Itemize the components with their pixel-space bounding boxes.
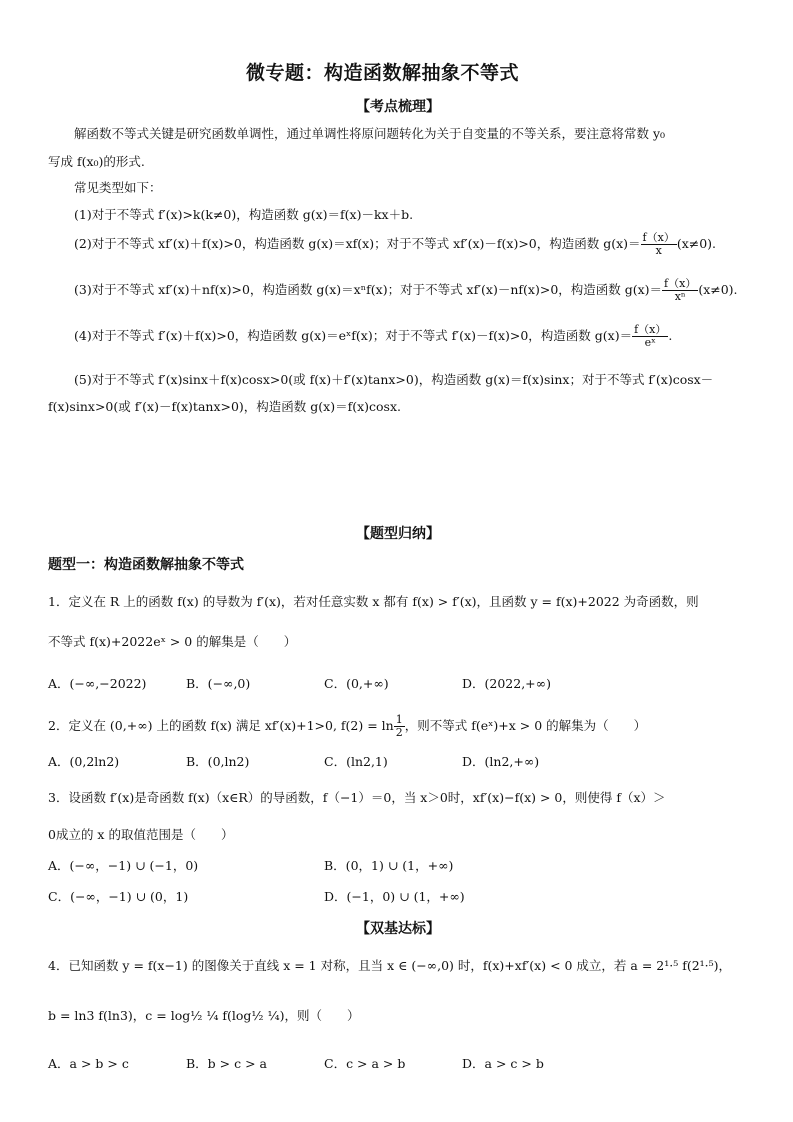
type-4	[74, 324, 672, 349]
type-2-den: x	[655, 244, 662, 257]
question-3-line-2: 0成立的 x 的取值范围是（ ）	[48, 827, 234, 842]
question-2-num: 1	[395, 713, 403, 726]
common-types: 常见类型如下：	[74, 180, 162, 195]
question-4-option-b: B．b > c > a	[186, 1056, 267, 1071]
type-3	[74, 278, 738, 303]
question-4-option-d: D．a > c > b	[462, 1056, 544, 1071]
type-3-text: (3)对于不等式 xf′(x)＋nf(x)>0，构造函数 g(x)＝xⁿf(x)；对于不等式 xf′(x)－nf(x)>0，构造函数 g(x)＝	[74, 282, 663, 297]
type-2-text: (2)对于不等式 xf′(x)＋f(x)>0，构造函数 g(x)＝xf(x)；对于不等式 xf′(x)－f(x)>0，构造函数 g(x)＝	[74, 236, 641, 251]
question-3-option-c: C．(−∞，−1) ∪ (0，1)	[48, 889, 189, 904]
type-3-num: f（x）	[664, 277, 697, 290]
type-2-tail: (x≠0).	[676, 236, 717, 251]
type-4-text: (4)对于不等式 f′(x)＋f(x)>0，构造函数 g(x)＝eˣf(x)；对于不等式 f′(x)－f(x)>0，构造函数 g(x)＝	[74, 328, 633, 343]
type-one-heading: 题型一：构造函数解抽象不等式	[48, 557, 244, 573]
question-2-text: 2．定义在 (0,+∞) 上的函数 f(x) 满足 xf′(x)+1>0, f(2) = ln	[48, 718, 394, 733]
type-5-line-1: (5)对于不等式 f′(x)sinx＋f(x)cosx>0(或 f(x)＋f′(x)tanx>0)，构造函数 g(x)＝f(x)sinx；对于不等式 f′(x)cosx－	[74, 372, 714, 387]
type-4-den: eˣ	[644, 336, 656, 349]
type-2-fraction	[641, 232, 677, 257]
question-2	[48, 714, 646, 739]
question-2-option-b: B．(0,ln2)	[186, 754, 250, 769]
question-2-option-d: D．(ln2,+∞)	[462, 754, 540, 769]
question-1-line-1: 1．定义在 R 上的函数 f(x) 的导数为 f′(x)，若对任意实数 x 都有 f(x) > f′(x)，且函数 y = f(x)+2022 为奇函数，则	[48, 594, 699, 609]
section-heading-kaodian: 【考点梳理】	[356, 99, 440, 115]
type-3-fraction	[662, 278, 698, 303]
question-4-option-c: C．c > a > b	[324, 1056, 406, 1071]
question-2-fraction	[394, 714, 405, 739]
question-2-tail: ，则不等式 f(eˣ)+x > 0 的解集为（ ）	[404, 718, 647, 733]
type-4-tail: .	[668, 328, 673, 343]
question-1-option-c: C．(0,+∞)	[324, 676, 389, 691]
section-heading-tixing: 【题型归纳】	[356, 526, 440, 542]
question-4-line-2: b = ln3 f(ln3)，c = log½ ¼ f(log½ ¼)，则（ ）	[48, 1008, 360, 1023]
question-3-line-1: 3．设函数 f′(x)是奇函数 f(x)（x∈R）的导函数，f（−1）＝0，当 x＞0时，xf′(x)−f(x) > 0，则使得 f（x）＞	[48, 790, 666, 805]
intro-line-1: 解函数不等式关键是研究函数单调性，通过单调性将原问题转化为关于自变量的不等关系，要注意将常数 y₀	[74, 126, 666, 141]
question-2-den: 2	[395, 726, 403, 739]
type-1: (1)对于不等式 f′(x)>k(k≠0)，构造函数 g(x)＝f(x)－kx＋b.	[74, 207, 414, 222]
section-heading-shuangji: 【双基达标】	[356, 921, 440, 937]
question-4-line-1: 4．已知函数 y = f(x−1) 的图像关于直线 x = 1 对称，且当 x ∈ (−∞,0) 时，f(x)+xf′(x) < 0 成立，若 a = 2¹·⁵ f(2¹·⁵)，	[48, 958, 732, 973]
question-1-option-b: B．(−∞,0)	[186, 676, 251, 691]
question-1-option-a: A．(−∞,−2022)	[48, 676, 147, 691]
question-3-option-d: D．(−1，0) ∪ (1，+∞)	[324, 889, 465, 904]
question-1-option-d: D．(2022,+∞)	[462, 676, 551, 691]
type-3-den: xⁿ	[674, 290, 686, 303]
question-2-option-c: C．(ln2,1)	[324, 754, 388, 769]
question-3-option-a: A．(−∞，−1) ∪ (−1，0)	[48, 858, 199, 873]
type-4-fraction	[632, 324, 668, 349]
question-4-option-a: A．a > b > c	[48, 1056, 129, 1071]
type-3-tail: (x≠0).	[698, 282, 738, 297]
type-4-num: f（x）	[634, 323, 667, 336]
question-3-option-b: B．(0，1) ∪ (1，+∞)	[324, 858, 454, 873]
type-2-num: f（x）	[642, 231, 675, 244]
intro-line-2: 写成 f(x₀)的形式.	[48, 154, 145, 169]
type-5-line-2: f(x)sinx>0(或 f′(x)－f(x)tanx>0)，构造函数 g(x)＝f(x)cosx.	[48, 399, 401, 414]
page-title: 微专题：构造函数解抽象不等式	[246, 62, 520, 84]
question-2-option-a: A．(0,2ln2)	[48, 754, 120, 769]
type-2	[74, 232, 716, 257]
question-1-line-2: 不等式 f(x)+2022eˣ > 0 的解集是（ ）	[48, 634, 297, 649]
